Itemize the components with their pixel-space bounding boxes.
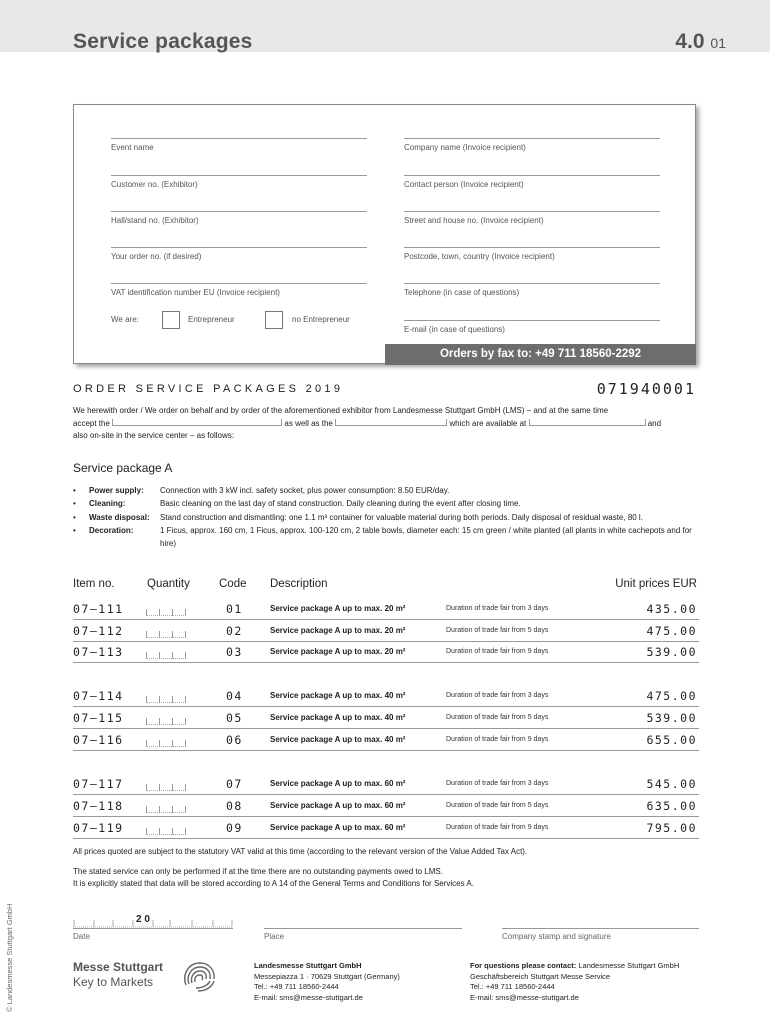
table-row: 07–114 04 Service package A up to max. 40 m² Duration of trade fair from 3 days 475.00 xyxy=(73,685,699,707)
postcode-field[interactable]: Postcode, town, country (Invoice recipient) xyxy=(404,247,660,261)
brand xyxy=(73,960,163,990)
package-specs xyxy=(73,484,703,550)
quantity-input[interactable] xyxy=(146,631,186,638)
we-are-label: We are: xyxy=(111,315,139,324)
spec-row: • Waste disposal: Stand construction and dismantling: one 1.1 m³ container for valuable material during both periods. Daily disposal of residual waste, 80 l. xyxy=(73,512,643,522)
th-code: Code xyxy=(219,578,247,590)
brand-name: Messe Stuttgart xyxy=(73,960,164,974)
table-row: 07–111 01 Service package A up to max. 20 m² Duration of trade fair from 3 days 435.00 xyxy=(73,598,699,620)
th-price: Unit prices EUR xyxy=(615,578,697,590)
customer-no-field[interactable]: Customer no. (Exhibitor) xyxy=(111,175,367,189)
fax-bar: Orders by fax to: +49 711 18560-2292 xyxy=(385,344,696,365)
spec-row: • Decoration: 1 Ficus, approx. 160 cm, 1 Ficus, approx. 100-120 cm, 2 table bowls, diameter each: 15 cm green / white planted (all plants in white cachepots and for hire) xyxy=(73,525,692,549)
legal-notes xyxy=(73,846,699,890)
th-desc: Description xyxy=(270,578,328,590)
footer-email-link[interactable]: E-mail: sms@messe-stuttgart.de xyxy=(254,992,363,1002)
order-heading: ORDER SERVICE PACKAGES 2019 xyxy=(73,383,344,395)
terms-blank xyxy=(112,419,282,426)
entrepreneur-checkbox[interactable] xyxy=(162,311,180,329)
table-row: 07–118 08 Service package A up to max. 60 m² Duration of trade fair from 5 days 635.00 xyxy=(73,795,699,817)
table-row: 07–113 03 Service package A up to max. 20 m² Duration of trade fair from 9 days 539.00 xyxy=(73,641,699,663)
spec-row: • Cleaning: Basic cleaning on the last day of stand construction. Daily cleaning during the event after closing time. xyxy=(73,499,521,509)
stamp-signature-field[interactable]: Company stamp and signature xyxy=(502,928,699,941)
order-intro xyxy=(73,405,699,443)
copyright: © Landesmesse Stuttgart GmbH xyxy=(5,903,14,1012)
hall-stand-field[interactable]: Hall/stand no. (Exhibitor) xyxy=(111,211,367,225)
footer-address: Landesmesse Stuttgart GmbH Messepiazza 1 · 70629 Stuttgart (Germany) Tel.: +49 711 18560-2444 E-mail: sms@messe-stuttgart.de xyxy=(254,961,400,1002)
spec-row: • Power supply: Connection with 3 kW incl. safety socket, plus power consumption: 8.50 EUR/day. xyxy=(73,486,450,495)
exhibitor-form xyxy=(73,104,696,364)
quantity-input[interactable] xyxy=(146,652,186,659)
data-storage-note: It is explicitly stated that data will be stored according to A 14 of the General Terms and Conditions for Services A. xyxy=(73,879,474,888)
quantity-input[interactable] xyxy=(146,696,186,703)
table-row: 07–116 06 Service package A up to max. 40 m² Duration of trade fair from 9 days 655.00 xyxy=(73,729,699,751)
page-number-sub: 01 xyxy=(710,35,726,51)
quantity-input[interactable] xyxy=(146,828,186,835)
order-no-field[interactable]: Your order no. (if desired) xyxy=(111,247,367,261)
email-field[interactable]: E-mail (in case of questions) xyxy=(404,320,660,334)
company-name-field[interactable]: Company name (Invoice recipient) xyxy=(404,138,660,152)
quantity-input[interactable] xyxy=(146,609,186,616)
table-row: 07–117 07 Service package A up to max. 60 m² Duration of trade fair from 3 days 545.00 xyxy=(73,773,699,795)
package-title: Service package A xyxy=(73,461,173,475)
order-number: 071940001 xyxy=(596,380,696,398)
event-name-field[interactable]: Event name xyxy=(111,138,367,152)
quantity-input[interactable] xyxy=(146,740,186,747)
page-number xyxy=(675,30,726,54)
street-field[interactable]: Street and house no. (Invoice recipient) xyxy=(404,211,660,225)
quantity-input[interactable] xyxy=(146,718,186,725)
quantity-input[interactable] xyxy=(146,784,186,791)
payment-note: The stated service can only be performed if at the time there are no outstanding payments owed to LMS. xyxy=(73,867,443,876)
intro-line-3: also on-site in the service center – as follows: xyxy=(73,431,234,440)
vat-id-field[interactable]: VAT identification number EU (Invoice recipient) xyxy=(111,283,367,297)
date-label: Date xyxy=(73,928,233,941)
table-row: 07–115 05 Service package A up to max. 40 m² Duration of trade fair from 5 days 539.00 xyxy=(73,707,699,729)
conditions-blank xyxy=(335,419,447,426)
date-year-prefix: 2 0 xyxy=(136,914,150,925)
entrepreneur-label: Entrepreneur xyxy=(188,315,235,324)
page-number-main: 4.0 xyxy=(675,30,705,53)
url-blank xyxy=(529,419,646,426)
quantity-input[interactable] xyxy=(146,806,186,813)
footer-contact-email-link[interactable]: E-mail: sms@messe-stuttgart.de xyxy=(470,992,579,1002)
messe-stuttgart-logo-icon xyxy=(178,955,220,997)
place-field[interactable]: Place xyxy=(264,928,462,941)
table-row: 07–112 02 Service package A up to max. 20 m² Duration of trade fair from 5 days 475.00 xyxy=(73,620,699,642)
vat-note: All prices quoted are subject to the statutory VAT valid at this time (according to the relevant version of the Value Added Tax Act). xyxy=(73,847,528,856)
contact-person-field[interactable]: Contact person (Invoice recipient) xyxy=(404,175,660,189)
page-title: Service packages xyxy=(73,30,253,53)
table-row: 07–119 09 Service package A up to max. 60 m² Duration of trade fair from 9 days 795.00 xyxy=(73,817,699,839)
brand-tagline: Key to Markets xyxy=(73,975,154,989)
footer-contact: For questions please contact: Landesmesse Stuttgart GmbH Geschäftsbereich Stuttgart Messe Service Tel.: +49 711 18560-2444 E-mail: sms@messe-stuttgart.de xyxy=(470,961,680,1002)
date-tick-marks xyxy=(73,914,233,928)
intro-line-2: accept the as well as the which are available at and xyxy=(73,418,662,428)
telephone-field[interactable]: Telephone (in case of questions) xyxy=(404,283,660,297)
th-qty: Quantity xyxy=(147,578,190,590)
intro-line-1: We herewith order / We order on behalf and by order of the aforementioned exhibitor from Landesmesse Stuttgart GmbH (LMS) – and at the same time xyxy=(73,406,609,415)
no-entrepreneur-label: no Entrepreneur xyxy=(292,315,350,324)
no-entrepreneur-checkbox[interactable] xyxy=(265,311,283,329)
th-item: Item no. xyxy=(73,578,115,590)
